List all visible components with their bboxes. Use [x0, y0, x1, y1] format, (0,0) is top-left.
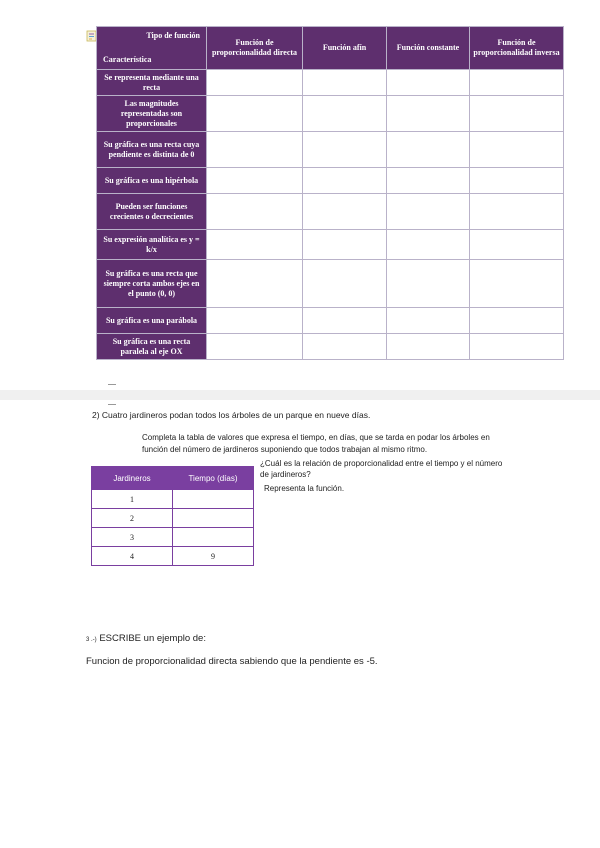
column-header: Función constante [387, 27, 470, 70]
answer-cell[interactable] [303, 96, 387, 132]
problem-2-statement: 2) Cuatro jardineros podan todos los árboles de un parque en nueve días. [92, 410, 371, 420]
answer-cell[interactable] [387, 168, 470, 194]
answer-cell[interactable] [387, 70, 470, 96]
row-header: Su gráfica es una recta paralela al eje OX [97, 334, 207, 360]
answer-cell[interactable] [470, 70, 564, 96]
gardeners-cell: 1 [92, 490, 173, 509]
answer-cell[interactable] [470, 168, 564, 194]
answer-cell[interactable] [387, 132, 470, 168]
page-separator [0, 390, 600, 400]
table-row [92, 490, 254, 509]
problem-2-represent: Representa la función. [264, 484, 345, 493]
gardeners-table [91, 466, 254, 566]
answer-cell[interactable] [207, 260, 303, 308]
answer-cell[interactable] [207, 132, 303, 168]
row-header: Se representa mediante una recta [97, 70, 207, 96]
table-header-row [92, 467, 254, 490]
problem-2-question: ¿Cuál es la relación de proporcionalidad entre el tiempo y el número de jardineros? [260, 459, 503, 479]
answer-cell[interactable] [387, 194, 470, 230]
answer-cell[interactable] [303, 230, 387, 260]
answer-cell[interactable] [303, 260, 387, 308]
column-header: Función de proporcionalidad inversa [470, 27, 564, 70]
corner-header [97, 27, 207, 70]
row-header: Las magnitudes representadas son proporcionales [97, 96, 207, 132]
days-cell[interactable] [173, 528, 254, 547]
answer-cell[interactable] [387, 308, 470, 334]
gardeners-cell: 4 [92, 547, 173, 566]
column-header: Jardineros [92, 467, 173, 490]
answer-cell[interactable] [470, 308, 564, 334]
answer-cell[interactable] [387, 260, 470, 308]
table-header-row [97, 27, 564, 70]
answer-cell[interactable] [303, 194, 387, 230]
answer-cell[interactable] [470, 334, 564, 360]
answer-cell[interactable] [387, 334, 470, 360]
answer-cell[interactable] [303, 308, 387, 334]
row-header: Su gráfica es una parábola [97, 308, 207, 334]
divider [108, 384, 116, 385]
days-cell[interactable] [173, 509, 254, 528]
answer-cell[interactable] [303, 334, 387, 360]
answer-cell[interactable] [303, 168, 387, 194]
problem-3-number: 3 .-) [86, 637, 97, 643]
answer-cell[interactable] [303, 132, 387, 168]
answer-cell[interactable] [470, 96, 564, 132]
table-row [92, 547, 254, 566]
row-header: Pueden ser funciones crecientes o decrecientes [97, 194, 207, 230]
column-header: Función de proporcionalidad directa [207, 27, 303, 70]
problem-3-heading: ESCRIBE un ejemplo de: [99, 633, 206, 644]
table-row [97, 308, 564, 334]
table-row [97, 132, 564, 168]
table-row [97, 96, 564, 132]
problem-3-text: Funcion de proporcionalidad directa sabiendo que la pendiente es -5. [86, 656, 378, 667]
answer-cell[interactable] [207, 70, 303, 96]
answer-cell[interactable] [470, 132, 564, 168]
gardeners-cell: 2 [92, 509, 173, 528]
answer-cell[interactable] [303, 70, 387, 96]
table-row [97, 260, 564, 308]
answer-cell[interactable] [470, 230, 564, 260]
answer-cell[interactable] [207, 168, 303, 194]
corner-bottom-label: Característica [103, 55, 152, 64]
table-row [97, 70, 564, 96]
days-cell[interactable]: 9 [173, 547, 254, 566]
corner-top-label: Tipo de función [146, 31, 200, 40]
answer-cell[interactable] [207, 96, 303, 132]
answer-cell[interactable] [207, 230, 303, 260]
table-row [92, 509, 254, 528]
divider [108, 404, 116, 405]
row-header: Su gráfica es una hipérbola [97, 168, 207, 194]
column-header: Tiempo (días) [173, 467, 254, 490]
answer-cell[interactable] [207, 194, 303, 230]
answer-cell[interactable] [470, 194, 564, 230]
answer-cell[interactable] [387, 96, 470, 132]
table-row [97, 168, 564, 194]
answer-cell[interactable] [207, 334, 303, 360]
table-row [92, 528, 254, 547]
gardeners-cell: 3 [92, 528, 173, 547]
function-characteristics-table [96, 26, 564, 360]
days-cell[interactable] [173, 490, 254, 509]
row-header: Su gráfica es una recta cuya pendiente es distinta de 0 [97, 132, 207, 168]
row-header: Su expresión analítica es y = k/x [97, 230, 207, 260]
problem-3-title [86, 633, 206, 644]
column-header: Función afín [303, 27, 387, 70]
table-row [97, 230, 564, 260]
problem-2-instruction: Completa la tabla de valores que expresa el tiempo, en días, que se tarda en podar los árboles en función del número de jardineros suponiendo que todos trabajan al mismo ritmo. [142, 433, 490, 454]
answer-cell[interactable] [387, 230, 470, 260]
table-row [97, 194, 564, 230]
row-header: Su gráfica es una recta que siempre corta ambos ejes en el punto (0, 0) [97, 260, 207, 308]
answer-cell[interactable] [470, 260, 564, 308]
table-row [97, 334, 564, 360]
answer-cell[interactable] [207, 308, 303, 334]
